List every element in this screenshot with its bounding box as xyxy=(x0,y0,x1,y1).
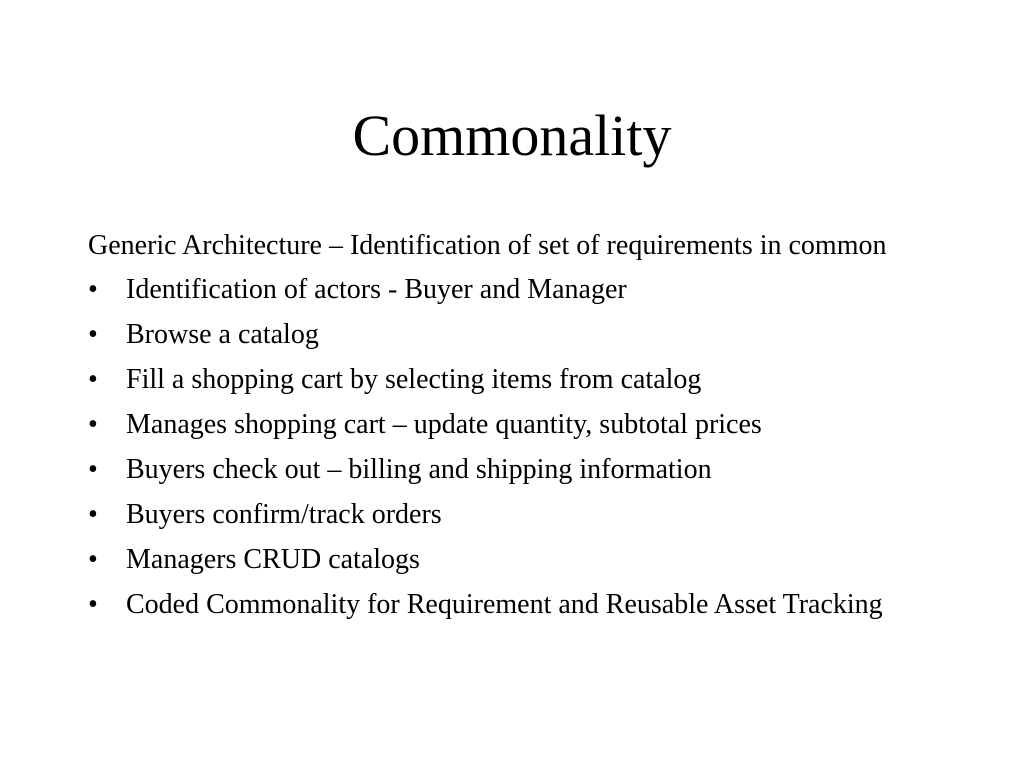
bullet-item xyxy=(88,542,948,578)
slide-body xyxy=(88,228,948,632)
bullet-icon: • xyxy=(88,454,98,485)
bullet-icon: • xyxy=(88,544,98,575)
intro-text: Generic Architecture – Identification of set of requirements in common xyxy=(88,230,887,261)
bullet-icon: • xyxy=(88,364,98,395)
bullet-text: Manages shopping cart – update quantity, subtotal prices xyxy=(126,409,762,440)
bullet-list xyxy=(88,272,948,623)
bullet-item xyxy=(88,317,948,353)
bullet-text: Buyers check out – billing and shipping information xyxy=(126,454,712,485)
bullet-icon: • xyxy=(88,319,98,350)
bullet-item xyxy=(88,497,948,533)
bullet-text: Coded Commonality for Requirement and Reusable Asset Tracking xyxy=(126,589,883,620)
bullet-text: Fill a shopping cart by selecting items from catalog xyxy=(126,364,702,395)
bullet-icon: • xyxy=(88,274,98,305)
bullet-text: Browse a catalog xyxy=(126,319,319,350)
bullet-icon: • xyxy=(88,589,98,620)
bullet-icon: • xyxy=(88,409,98,440)
bullet-text: Identification of actors - Buyer and Manager xyxy=(126,274,627,305)
bullet-item xyxy=(88,272,948,308)
bullet-item xyxy=(88,407,948,443)
bullet-item xyxy=(88,452,948,488)
bullet-icon: • xyxy=(88,499,98,530)
bullet-item xyxy=(88,362,948,398)
slide-title: Commonality xyxy=(352,103,672,168)
bullet-text: Buyers confirm/track orders xyxy=(126,499,442,530)
bullet-item xyxy=(88,587,948,623)
bullet-text: Managers CRUD catalogs xyxy=(126,544,420,575)
